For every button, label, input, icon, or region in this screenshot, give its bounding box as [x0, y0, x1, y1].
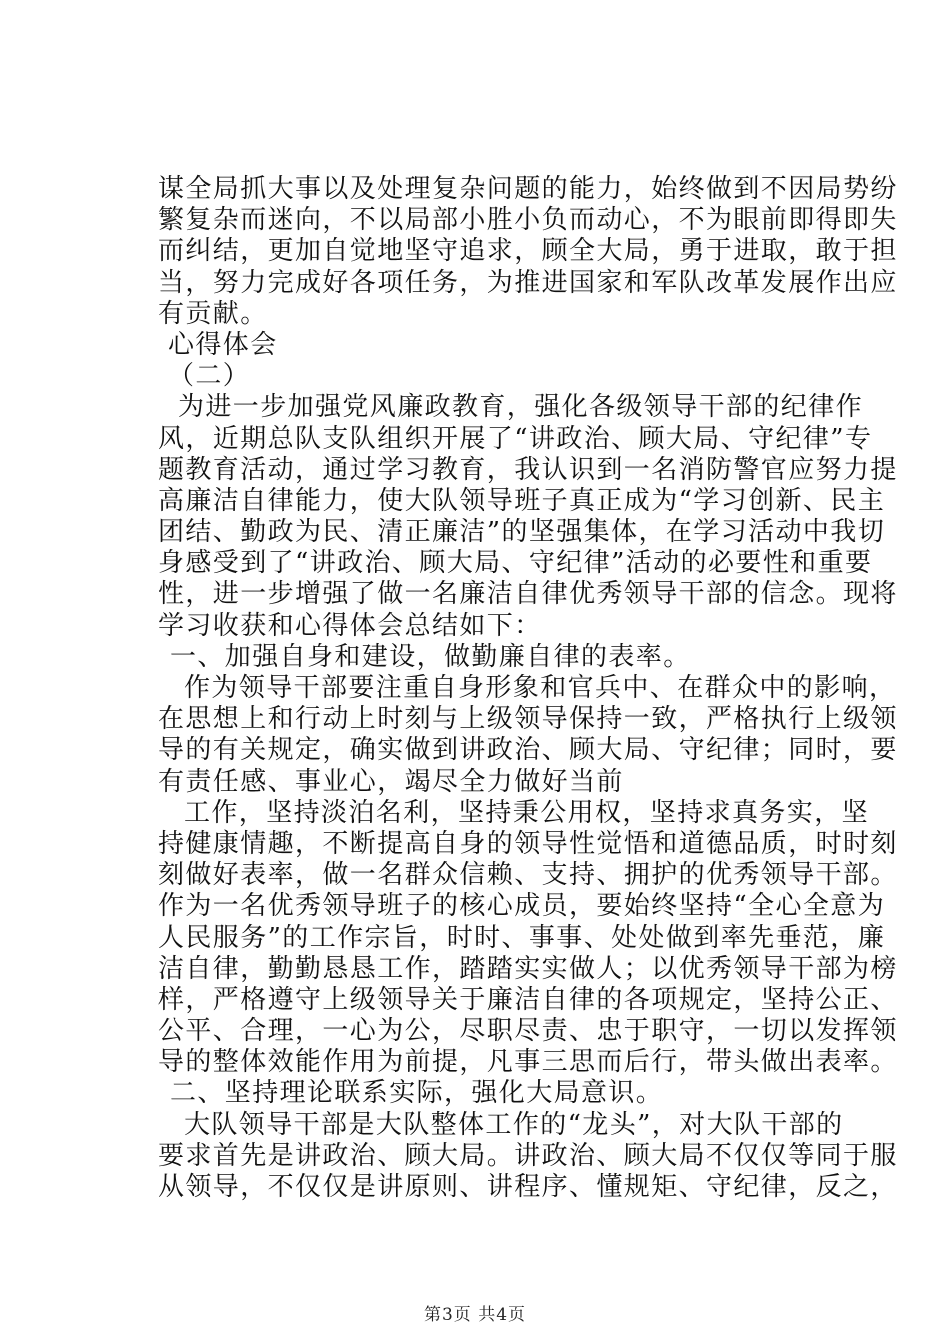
text-line: 当，努力完成好各项任务，为推进国家和军队改革发展作出应: [158, 267, 898, 298]
paragraph-start: 为进一步加强党风廉政教育，强化各级领导干部的纪律作: [178, 392, 864, 423]
section-heading: 二、坚持理论联系实际，强化大局意识。: [170, 1078, 664, 1109]
text-line: 团结、勤政为民、清正廉洁”的坚强集体，在学习活动中我切: [158, 517, 886, 548]
text-line: 洁自律，勤勤恳恳工作，踏踏实实做人；以优秀领导干部为榜: [158, 953, 898, 984]
text-line: 而纠结，更加自觉地坚守追求，顾全大局，勇于进取，敢于担: [158, 236, 898, 267]
section-heading: 心得体会: [168, 329, 278, 360]
text-line: 刻做好表率，做一名群众信赖、支持、拥护的优秀领导干部。: [158, 860, 898, 891]
text-line: 要求首先是讲政治、顾大局。讲政治、顾大局不仅仅等同于服: [158, 1140, 898, 1171]
text-line: 高廉洁自律能力，使大队领导班子真正成为“学习创新、民主: [158, 485, 886, 516]
paragraph-start: 工作，坚持淡泊名利，坚持秉公用权，坚持求真务实，坚: [184, 797, 870, 828]
text-line: 样，严格遵守上级领导关于廉洁自律的各项规定，坚持公正、: [158, 984, 898, 1015]
section-heading: 一、加强自身和建设，做勤廉自律的表率。: [170, 641, 691, 672]
text-line: 导的有关规定，确实做到讲政治、顾大局、守纪律；同时，要: [158, 735, 898, 766]
document-body: [158, 174, 898, 1203]
section-subheading: （二）: [168, 361, 251, 392]
text-line: 身感受到了“讲政治、顾大局、守纪律”活动的必要性和重要: [158, 548, 873, 579]
text-line: 学习收获和心得体会总结如下：: [158, 610, 542, 641]
text-line: 从领导，不仅仅是讲原则、讲程序、懂规矩、守纪律，反之，: [158, 1172, 898, 1202]
text-line: 性，进一步增强了做一名廉洁自律优秀领导干部的信念。现将: [158, 579, 898, 610]
text-line: 风，近期总队支队组织开展了“讲政治、顾大局、守纪律”专: [158, 423, 873, 454]
paragraph-start: 作为领导干部要注重自身形象和官兵中、在群众中的影响，: [184, 673, 897, 703]
text-line: 公平、合理，一心为公，尽职尽责、忠于职守，一切以发挥领: [158, 1016, 898, 1047]
text-line: 有责任感、事业心，竭尽全力做好当前: [158, 766, 624, 797]
paragraph-start: 大队领导干部是大队整体工作的“龙头”，对大队干部的: [184, 1109, 844, 1140]
text-line: 有贡献。: [158, 298, 268, 329]
page-footer: 第3页 共4页: [423, 1305, 527, 1325]
text-line: 人民服务”的工作宗旨，时时、事事、处处做到率先垂范，廉: [158, 922, 886, 953]
text-line: 作为一名优秀领导班子的核心成员，要始终坚持“全心全意为: [158, 891, 886, 922]
text-line: 在思想上和行动上时刻与上级领导保持一致，严格执行上级领: [158, 704, 898, 735]
text-line: 导的整体效能作用为前提，凡事三思而后行，带头做出表率。: [158, 1047, 898, 1078]
text-line: 持健康情趣，不断提高自身的领导性觉悟和道德品质，时时刻: [158, 828, 898, 859]
text-line: 繁复杂而迷向，不以局部小胜小负而动心，不为眼前即得即失: [158, 205, 898, 236]
text-line: 题教育活动，通过学习教育，我认识到一名消防警官应努力提: [158, 454, 898, 485]
text-line: 谋全局抓大事以及处理复杂问题的能力，始终做到不因局势纷: [158, 174, 898, 204]
